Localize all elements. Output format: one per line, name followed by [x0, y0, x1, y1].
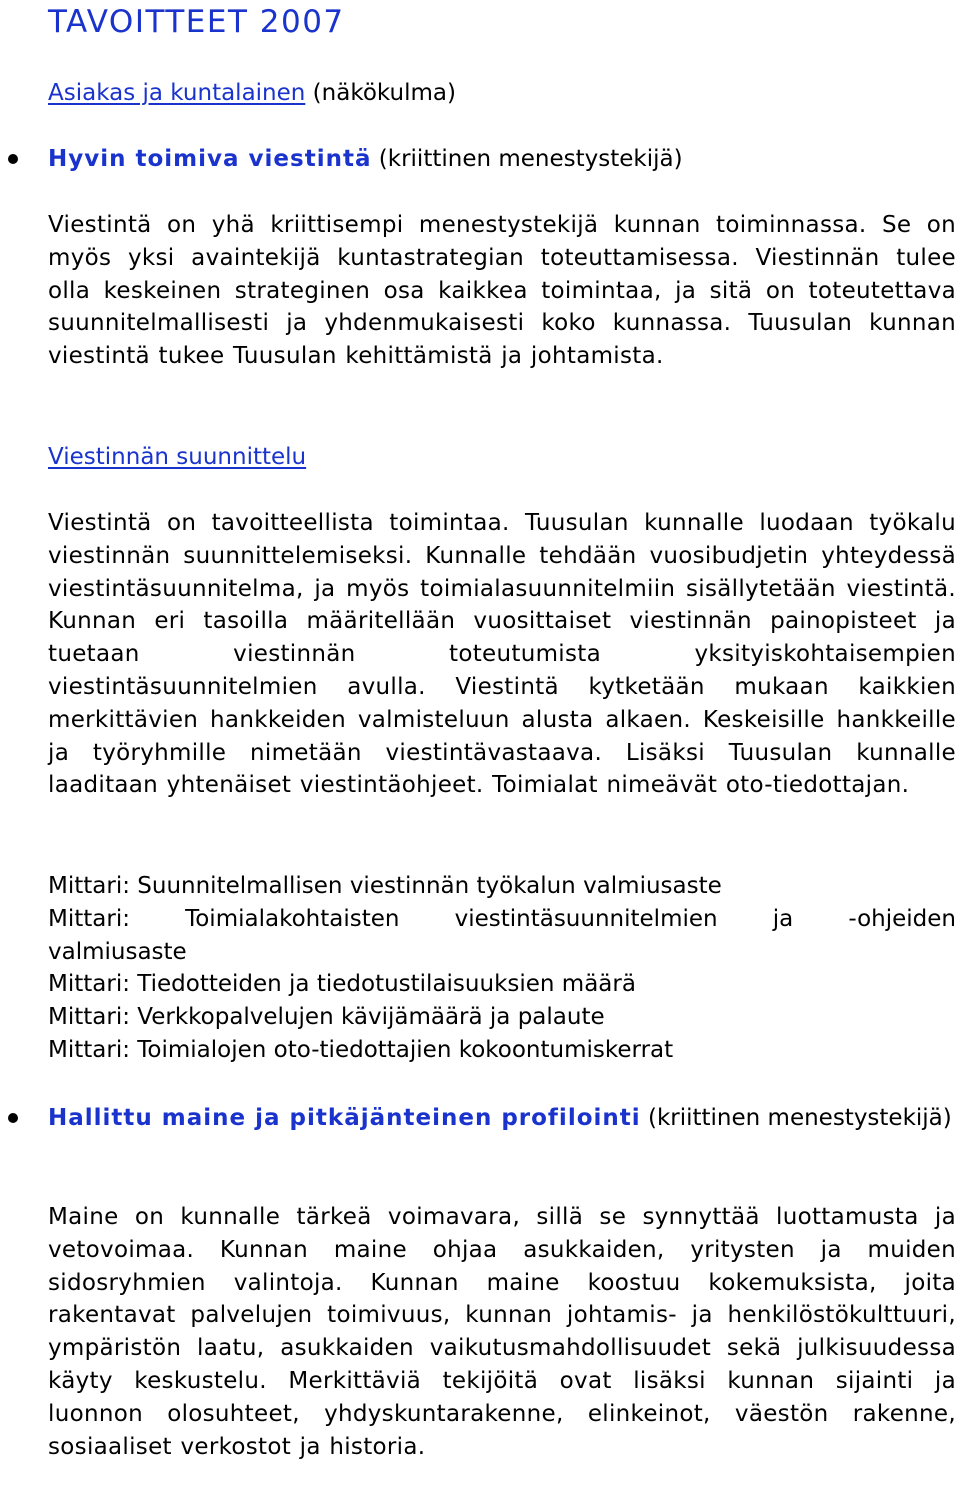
- bullet-icon: [8, 154, 18, 164]
- perspective-label: Asiakas ja kuntalainen: [48, 80, 306, 106]
- factor1-label: Hyvin toimiva viestintä: [48, 146, 372, 172]
- metrics-list: [48, 870, 956, 1067]
- factor1-section-paragraph: Viestintä on tavoitteellista toimintaa. Tuusulan kunnalle luodaan työkalu viestinnän suunnittelemiseksi. Kunnalle tehdään vuosibudjetin yhteydessä viestintäsuunnitelma, ja myös toimialasuunnitelmiin sisällytetään viestintä. Kunnan eri tasoilla määritellään vuosittaiset viestinnän painopisteet ja tuetaan viestinnän toteutumista yksityiskohtaisempien viestintäsuunnitelmien avulla. Viestintä kytketään mukaan kaikkien merkittävien hankkeiden valmisteluun alusta alkaen. Keskeisille hankkeille ja työryhmille nimetään viestintävastaava. Lisäksi Tuusulan kunnalle laaditaan yhtenäiset viestintäohjeet. Toimialat nimeävät oto-tiedottajan.: [48, 510, 956, 799]
- factor1-suffix: (kriittinen menestystekijä): [371, 146, 683, 172]
- metric-item: Mittari: Tiedotteiden ja tiedotustilaisuuksien määrä: [48, 971, 636, 998]
- factor1-paragraph: Viestintä on yhä kriittisempi menestystekijä kunnan toiminnassa. Se on myös yksi avaintekijä kuntastrategian toteuttamisessa. Viestinnän tulee olla keskeinen strateginen osa kaikkea toimintaa, ja sitä on toteutettava suunnitelmallisesti ja yhdenmukaisesti koko kunnassa. Tuusulan kunnan viestintä tukee Tuusulan kehittämistä ja johtamista.: [48, 212, 956, 370]
- metric-item: Mittari: Verkkopalvelujen kävijämäärä ja palaute: [48, 1004, 605, 1031]
- metric-item: Mittari: Toimialojen oto-tiedottajien kokoontumiskerrat: [48, 1036, 674, 1063]
- section-heading-viestinnan-suunnittelu: Viestinnän suunnittelu: [48, 444, 307, 470]
- factor2-paragraph: Maine on kunnalle tärkeä voimavara, sillä se synnyttää luottamusta ja vetovoimaa. Kunnan maine ohjaa asukkaiden, yritysten ja muiden sidosryhmien valintoja. Kunnan maine koostuu kokemuksista, joita rakentavat palvelujen toimivuus, kunnan johtamis- ja henkilöstökulttuuri, ympäristön laatu, asukkaiden vaikutusmahdollisuudet sekä julkisuudessa käyty keskustelu. Merkittäviä tekijöitä ovat lisäksi kunnan sijainti ja luonnon olosuhteet, yhdyskuntarakenne, elinkeinot, väestön rakenne, sosiaaliset verkostot ja historia.: [48, 1204, 956, 1460]
- factor2-heading: [48, 1101, 956, 1135]
- perspective-suffix: (näkökulma): [305, 80, 456, 106]
- factor2-label: Hallittu maine ja pitkäjänteinen profilointi: [48, 1105, 641, 1131]
- metric-item: Mittari: Toimialakohtaisten viestintäsuunnitelmien ja -ohjeiden: [48, 905, 956, 932]
- bullet-icon: [8, 1113, 18, 1123]
- page-title: TAVOITTEET 2007: [48, 4, 345, 40]
- factor2-suffix: (kriittinen menestystekijä): [640, 1105, 952, 1131]
- factor1-heading: [48, 142, 956, 176]
- metric-item-continuation: valmiusaste: [48, 938, 187, 965]
- perspective-heading: [48, 76, 456, 110]
- metric-item: Mittari: Suunnitelmallisen viestinnän työkalun valmiusaste: [48, 873, 722, 899]
